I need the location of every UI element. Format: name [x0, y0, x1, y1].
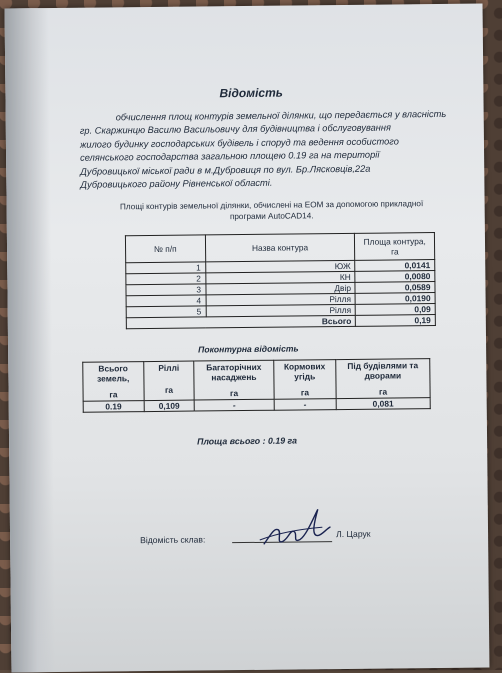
column-header: [194, 360, 274, 400]
header-label: Кормових угідь: [283, 361, 326, 382]
header-unit: га: [109, 389, 118, 400]
contour-name: Рілля: [206, 304, 356, 317]
intro-line: селянського господарства загальною площею 0.19 га на території: [80, 149, 380, 163]
header-label: Багаторічних насаджень: [206, 361, 262, 383]
document-content: [55, 4, 482, 672]
summary-title: Поконтурна відомість: [198, 343, 299, 355]
contour-name: ЮЖ: [205, 260, 355, 273]
intro-line: обчислення площ контурів земельної ділянки, що передається у власність: [115, 108, 447, 123]
row-number: 1: [126, 262, 206, 274]
signature-label: Відомість склав:: [140, 534, 206, 546]
header-unit: га: [164, 384, 174, 395]
row-number: 5: [126, 306, 206, 318]
header-unit: га: [378, 386, 388, 397]
header-unit: га: [300, 387, 310, 398]
table-header-row: [83, 359, 430, 402]
column-header: Площа контура, га: [355, 233, 435, 261]
column-header: [336, 359, 431, 399]
contour-area: 0,0190: [356, 293, 436, 305]
empty-cell: [126, 317, 206, 329]
caption-line: Площі контурів земельної ділянки, обчислені на ЕОМ за допомогою прикладної: [119, 199, 424, 212]
contour-area: 0,0589: [355, 282, 435, 294]
contour-name: КН: [205, 271, 355, 284]
intro-paragraph: [79, 108, 465, 192]
contours-table: [125, 232, 436, 329]
column-header: [273, 360, 336, 400]
column-header: № п/п: [125, 235, 205, 263]
header-label: Ріллі: [158, 362, 180, 373]
contour-area: 0,0080: [355, 271, 435, 283]
caption-line: програми AutoCAD14.: [229, 211, 314, 222]
summary-value: -: [194, 399, 274, 411]
column-header: [143, 361, 194, 401]
total-area-text: Площа всього : 0.19 га: [197, 435, 298, 447]
header-label: Всього земель,: [97, 363, 130, 384]
intro-line: Дубровицької міської ради в м.Дубровиця по вул. Бр.Лясковців,22а: [80, 163, 371, 177]
signer-name: Л. Царук: [336, 528, 371, 540]
document-title: Відомість: [219, 85, 283, 101]
summary-value: 0,081: [336, 398, 430, 410]
intro-line: жилого будинку господарських будівель і споруд та ведення особистого: [79, 136, 399, 150]
header-unit: га: [229, 388, 239, 399]
handwritten-signature: [256, 499, 341, 552]
summary-value: 0.19: [83, 401, 144, 413]
table-header-row: [125, 233, 434, 263]
table-row: [83, 398, 430, 413]
contour-area: 0,0141: [355, 260, 435, 272]
intro-line: Дубровицького району Рівненської області.: [80, 177, 273, 190]
column-header: [83, 362, 144, 402]
row-number: 4: [126, 295, 206, 307]
table-caption: [117, 198, 427, 223]
total-label: Всього: [206, 315, 356, 328]
contour-area: 0,09: [356, 304, 436, 316]
intro-line: гр. Скаржинцю Василю Васильовичу для будівництва і обслуговування: [79, 122, 392, 137]
contour-name: Рілля: [206, 293, 356, 306]
summary-table: [82, 358, 431, 413]
row-number: 2: [126, 273, 206, 285]
row-number: 3: [126, 284, 206, 296]
total-value: 0,19: [356, 315, 436, 327]
document-page: [5, 4, 490, 673]
summary-value: -: [274, 399, 336, 411]
contour-name: Двір: [205, 282, 355, 295]
page-binding-shadow: [5, 8, 56, 672]
total-row: [126, 315, 435, 329]
column-header: Назва контура: [205, 233, 355, 262]
header-label: Під будівлями та дворами: [347, 360, 419, 381]
summary-value: 0,109: [144, 400, 195, 412]
